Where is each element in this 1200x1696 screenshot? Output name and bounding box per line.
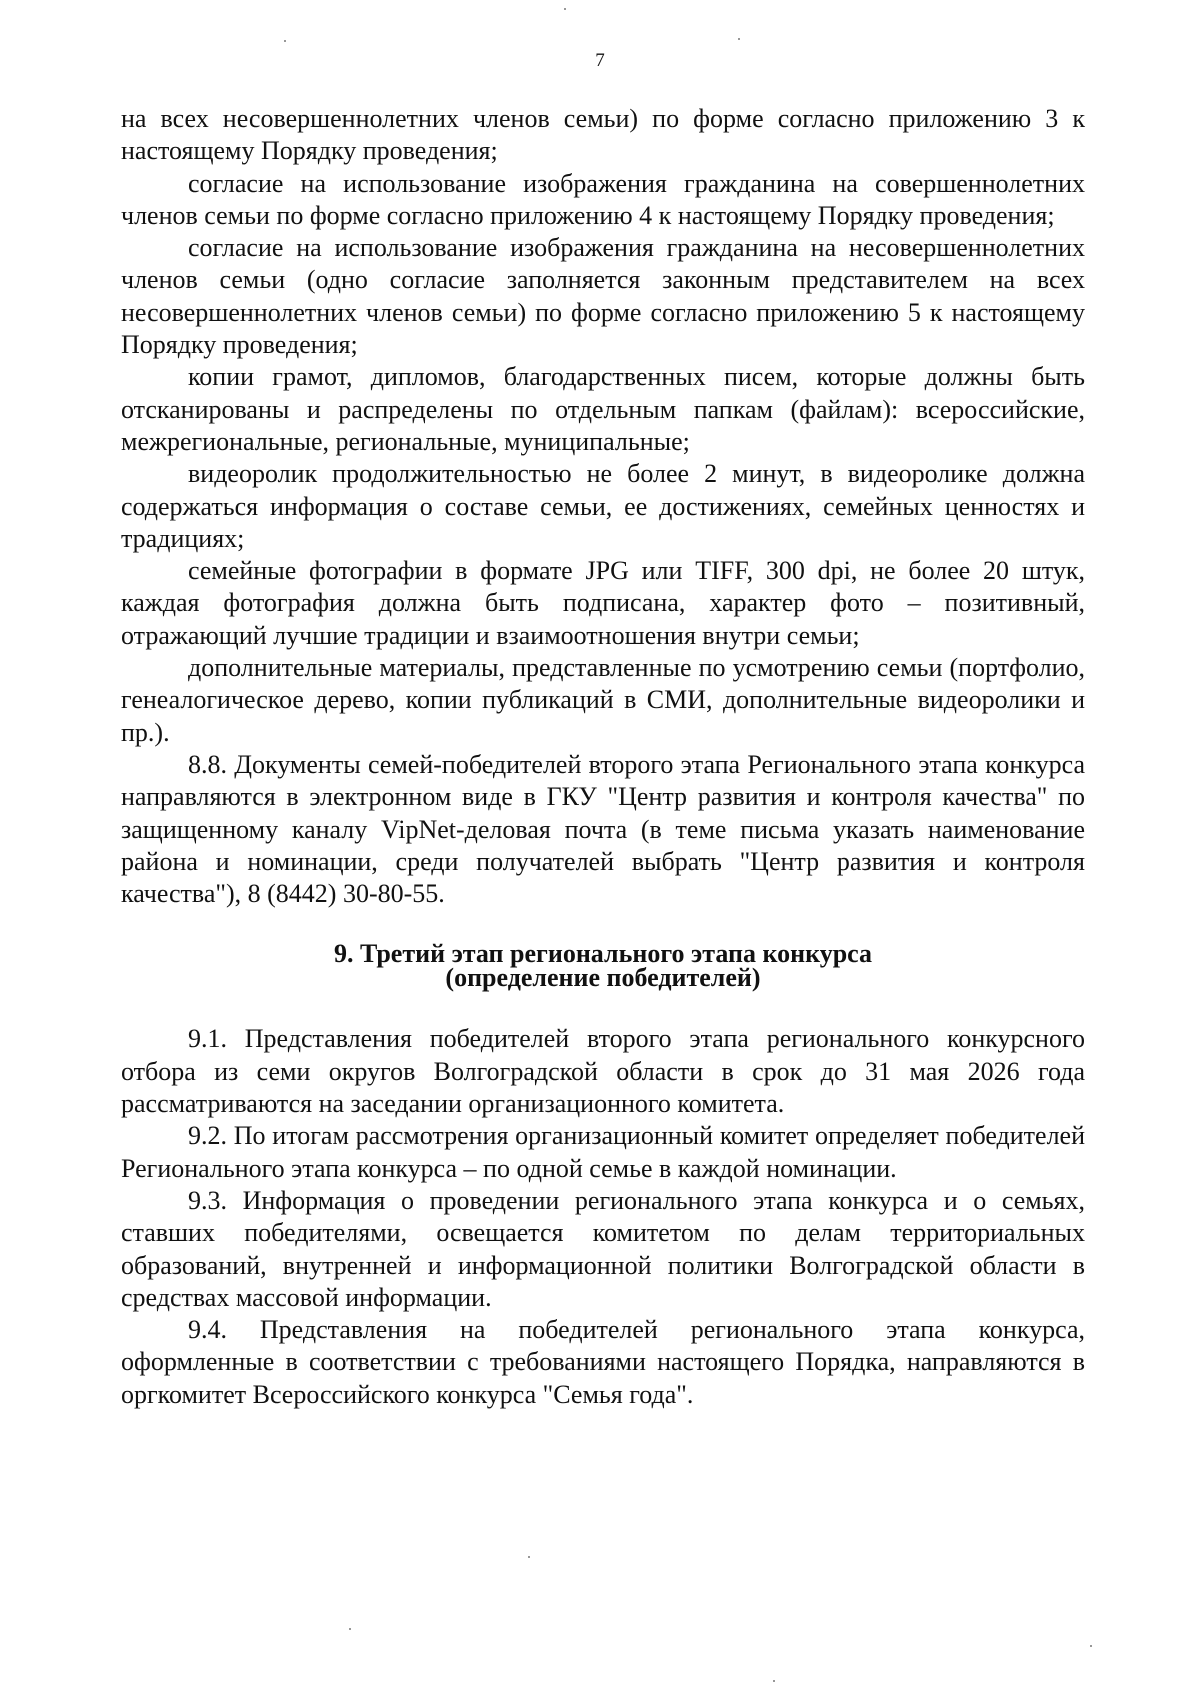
paragraph-consent-adults: согласие на использование изображения гражданина на совершеннолетних членов семьи по форме согласно приложению 4 к настоящему Порядку проведения; <box>121 168 1085 230</box>
document-body <box>121 103 1085 1411</box>
paragraph-9-2: 9.2. По итогам рассмотрения организационный комитет определяет победителей Регионального этапа конкурса – по одной семье в каждой номинации. <box>121 1121 1085 1183</box>
scan-speck <box>284 40 286 42</box>
page-number: 7 <box>595 50 605 71</box>
scan-speck <box>1090 1645 1092 1647</box>
paragraph-video: видеоролик продолжительностью не более 2 минут, в видеоролике должна содержаться информация о составе семьи, ее достижениях, семейных ценностях и традициях; <box>121 459 1085 553</box>
scan-speck <box>349 1628 351 1630</box>
scan-speck <box>738 38 740 40</box>
section-heading <box>121 939 1085 993</box>
scan-speck <box>564 8 566 10</box>
paragraph-9-3: 9.3. Информация о проведении регионального этапа конкурса и о семьях, ставших победителями, освещается комитетом по делам территориальных образований, внутренней и информационной политики Волгоградской области в средствах массовой информации. <box>121 1185 1085 1312</box>
scan-speck <box>773 1680 775 1682</box>
paragraph-certificates: копии грамот, дипломов, благодарственных писем, которые должны быть отсканированы и распределены по отдельным папкам (файлам): всероссийские, межрегиональные, региональные, муниципальные; <box>121 362 1085 456</box>
paragraph-8-8: 8.8. Документы семей-победителей второго этапа Регионального этапа конкурса направляются в электронном виде в ГКУ "Центр развития и контроля качества" по защищенному каналу VipNet-деловая почта (в теме письма указать наименование района и номинации, среди получателей выбрать "Центр развития и контроля качества"), 8 (8442) 30-80-55. <box>121 749 1085 909</box>
paragraph-consent-minors: согласие на использование изображения гражданина на несовершеннолетних членов семьи (одно согласие заполняется законным представителем на всех несовершеннолетних членов семьи) по форме согласно приложению 5 к настоящему Порядку проведения; <box>121 233 1085 360</box>
section-heading-title: 9. Третий этап регионального этапа конкурса <box>333 939 873 969</box>
paragraph-continuation: на всех несовершеннолетних членов семьи) по форме согласно приложению 3 к настоящему Порядку проведения; <box>121 104 1085 166</box>
paragraph-9-4: 9.4. Представления на победителей регионального этапа конкурса, оформленные в соответствии с требованиями настоящего Порядка, направляются в оргкомитет Всероссийского конкурса "Семья года". <box>121 1315 1085 1409</box>
scan-speck <box>528 1556 530 1558</box>
section-heading-subtitle: (определение победителей) <box>445 963 761 993</box>
paragraph-photos: семейные фотографии в формате JPG или TIFF, 300 dpi, не более 20 штук, каждая фотография должна быть подписана, характер фото – позитивный, отражающий лучшие традиции и взаимоотношения внутри семьи; <box>121 556 1085 650</box>
paragraph-9-1: 9.1. Представления победителей второго этапа регионального конкурсного отбора из семи округов Волгоградской области в срок до 31 мая 2026 года рассматриваются на заседании организационного комитета. <box>121 1024 1085 1119</box>
paragraph-additional-materials: дополнительные материалы, представленные по усмотрению семьи (портфолио, генеалогическое дерево, копии публикаций в СМИ, дополнительные видеоролики и пр.). <box>121 653 1085 747</box>
